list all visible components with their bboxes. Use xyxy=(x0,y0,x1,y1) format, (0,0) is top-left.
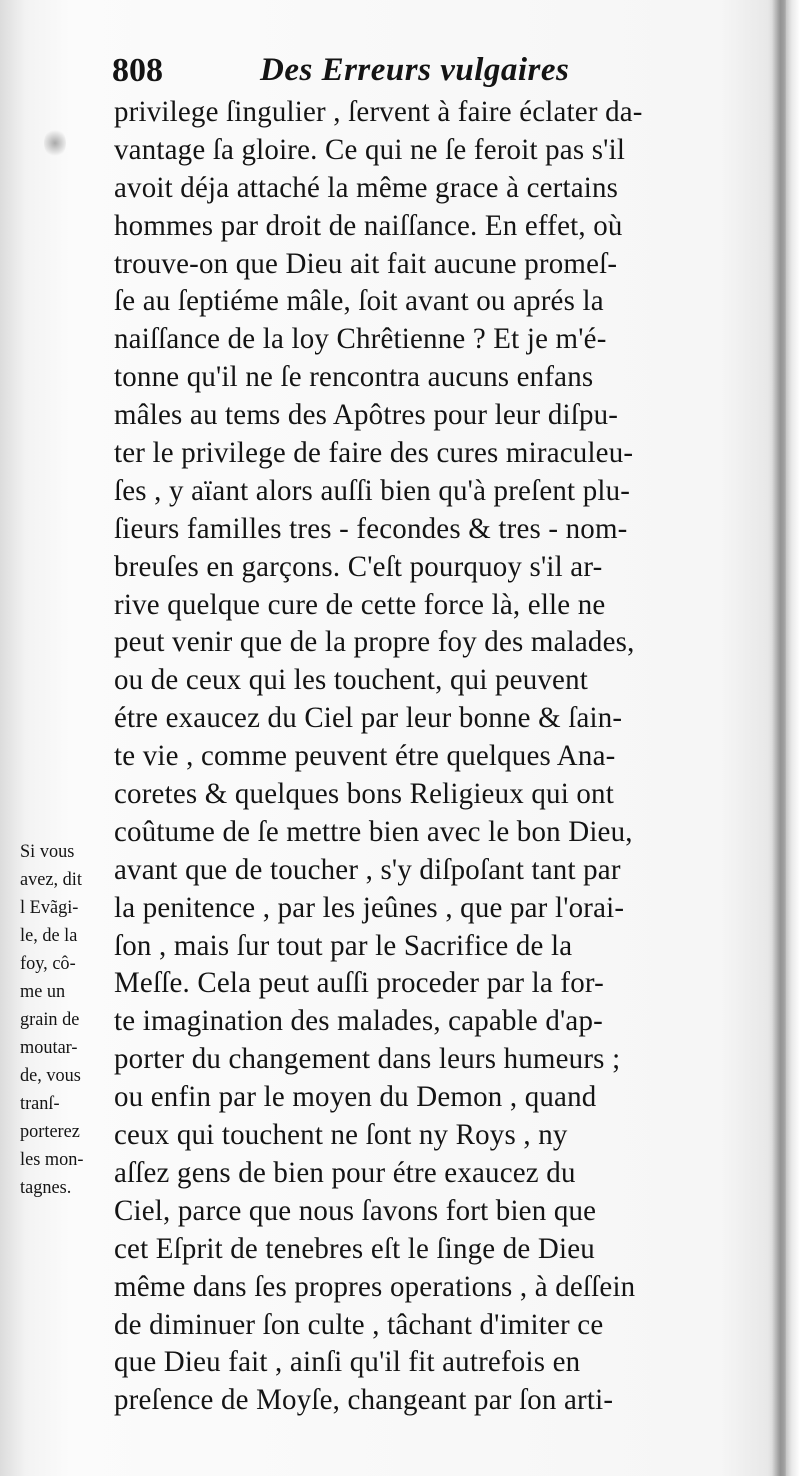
margin-note-line: grain de xyxy=(20,1009,80,1030)
text-line: ſieurs familles tres - fecondes & tres - nom- xyxy=(114,512,628,545)
text-line: ceux qui touchent ne ſont ny Roys , ny xyxy=(114,1119,568,1152)
text-line: ſon , mais ſur tout par le Sacrifice de la xyxy=(114,929,573,962)
running-head xyxy=(110,52,730,92)
text-line: aſſez gens de bien pour étre exaucez du xyxy=(114,1156,576,1189)
margin-note xyxy=(20,838,124,1202)
text-line: naiſſance de la loy Chrêtienne ? Et je m'é- xyxy=(114,323,607,356)
text-line: que Dieu fait , ainſi qu'il fit autrefois en xyxy=(114,1346,581,1379)
text-line: preſence de Moyſe, changeant par ſon arti- xyxy=(114,1384,614,1417)
text-line: hommes par droit de naiſſance. En effet, où xyxy=(114,209,623,242)
text-line: vantage ſa gloire. Ce qui ne ſe feroit pas s'il xyxy=(114,133,626,166)
ink-blot xyxy=(44,128,66,158)
text-line: avant que de toucher , s'y diſpoſant tant par xyxy=(114,853,621,886)
text-line: étre exaucez du Ciel par leur bonne & ſain- xyxy=(114,702,623,735)
text-line: de diminuer ſon culte , tâchant d'imiter ce xyxy=(114,1308,604,1341)
text-line: la penitence , par les jeûnes , que par l'orai- xyxy=(114,891,625,924)
text-line: avoit déja attaché la même grace à certains xyxy=(114,171,619,204)
text-line: privilege ſingulier , ſervent à faire éclater da- xyxy=(114,96,643,128)
margin-note-line: avez, dit xyxy=(20,869,82,890)
text-line: porter du changement dans leurs humeurs ; xyxy=(114,1043,621,1076)
margin-note-line: de, vous xyxy=(20,1065,81,1086)
text-line: ſe au ſeptiéme mâle, ſoit avant ou aprés la xyxy=(114,285,604,318)
text-line: cet Eſprit de tenebres eſt le ſinge de Dieu xyxy=(114,1232,595,1265)
margin-note-line: me un xyxy=(20,981,66,1002)
text-line: Ciel, parce que nous ſavons fort bien que xyxy=(114,1194,597,1227)
text-line: mâles au tems des Apôtres pour leur diſpu- xyxy=(114,399,619,432)
page-fold-shadow xyxy=(772,0,786,1476)
text-line: tonne qu'il ne ſe rencontra aucuns enfans xyxy=(114,361,594,394)
page-number: 808 xyxy=(112,52,163,89)
text-line: ou de ceux qui les touchent, qui peuvent xyxy=(114,664,588,697)
margin-note-line: moutar- xyxy=(20,1037,78,1058)
text-line: même dans ſes propres operations , à deſſein xyxy=(114,1270,636,1303)
text-line: rive quelque cure de cette force là, elle ne xyxy=(114,588,606,621)
running-title: Des Erreurs vulgaires xyxy=(260,52,570,88)
text-line: coûtume de ſe mettre bien avec le bon Dieu, xyxy=(114,815,633,848)
margin-note-line: tranſ- xyxy=(20,1093,60,1114)
margin-note-line: les mon- xyxy=(20,1149,84,1170)
text-line: ou enfin par le moyen du Demon , quand xyxy=(114,1081,597,1114)
text-line: peut venir que de la propre foy des malades, xyxy=(114,626,635,659)
margin-note-line: foy, cô- xyxy=(20,953,76,974)
text-line: ter le privilege de faire des cures miraculeu- xyxy=(114,437,634,470)
text-line: trouve-on que Dieu ait fait aucune promeſ- xyxy=(114,247,618,280)
text-line: Meſſe. Cela peut auſſi proceder par la for- xyxy=(114,967,604,1000)
margin-note-line: porterez xyxy=(20,1121,80,1142)
margin-note-line: le, de la xyxy=(20,925,78,946)
margin-note-line: l Evãgi- xyxy=(20,897,79,918)
text-line: coretes & quelques bons Religieux qui ont xyxy=(114,778,614,811)
body-text xyxy=(114,94,744,1420)
text-line: te vie , comme peuvent étre quelques Ana- xyxy=(114,740,616,773)
text-line: te imagination des malades, capable d'ap- xyxy=(114,1005,603,1038)
margin-note-line: tagnes. xyxy=(20,1177,72,1198)
text-line: ſes , y aïant alors auſſi bien qu'à preſent plu- xyxy=(114,474,631,507)
margin-note-line: Si vous xyxy=(20,841,75,862)
text-line: breuſes en garçons. C'eſt pourquoy s'il ar- xyxy=(114,550,603,583)
